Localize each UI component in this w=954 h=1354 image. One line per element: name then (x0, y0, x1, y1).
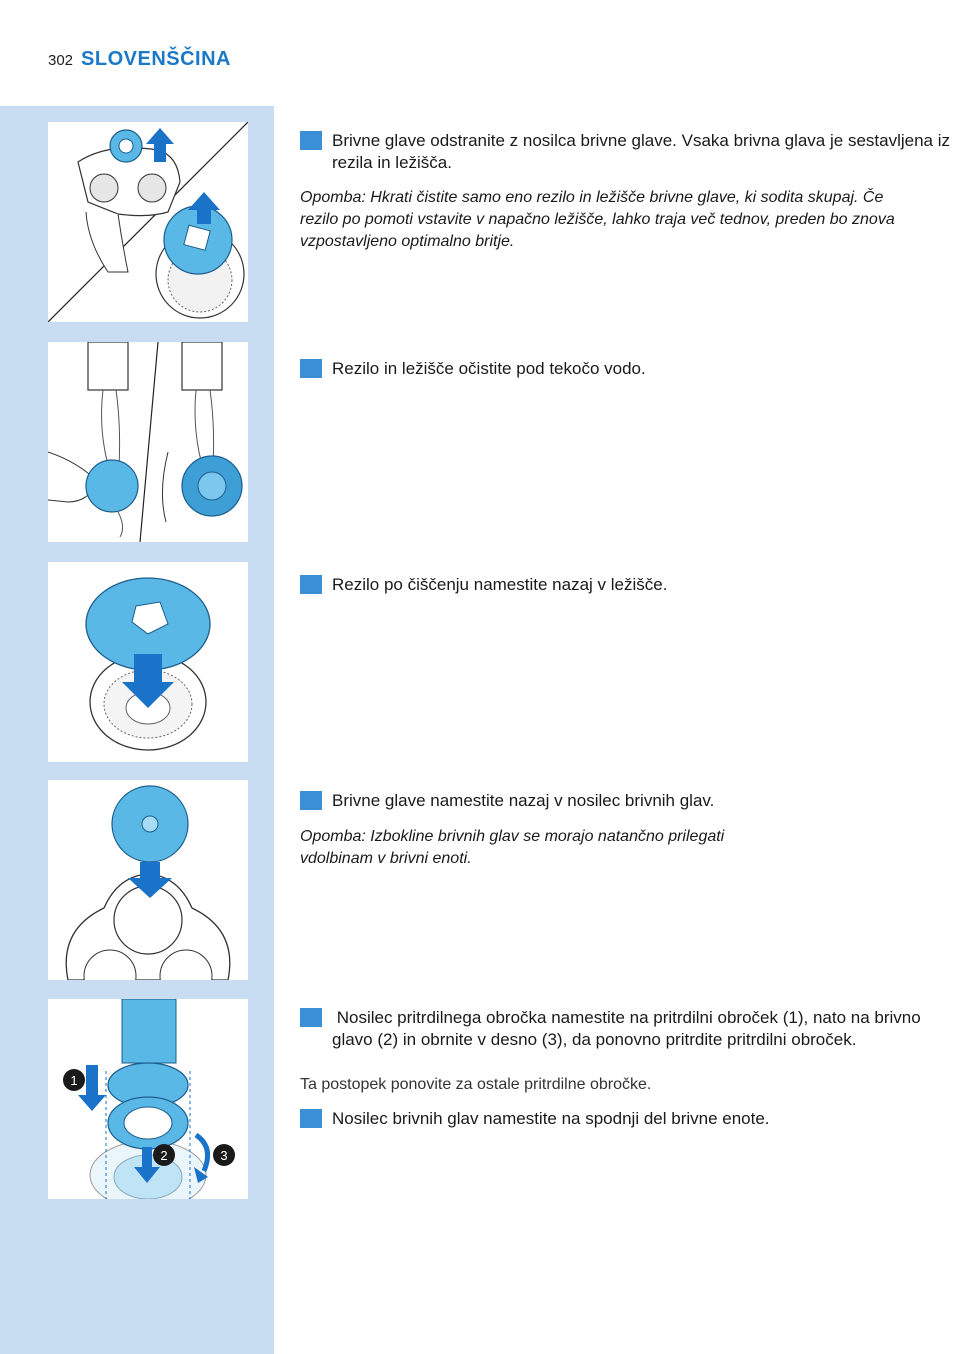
figure-label-3: 3 (220, 1148, 228, 1163)
figure-insert-cutter (48, 562, 248, 762)
note-step-6-line-2: vdolbinam v brivni enoti. (300, 850, 472, 867)
figure-pointer-notch (248, 1010, 274, 1030)
figure-pointer-notch (248, 794, 274, 814)
step-number-badge: 3 (300, 131, 322, 150)
page-number: 302 (48, 52, 74, 69)
instruction-step-8 (290, 1108, 952, 1130)
note-step-3: Opomba: Hkrati čistite samo eno rezilo in ležišče brivne glave, ki sodita skupaj. Če rezilo po pomoti vstavite v napačno ležišče, lahko traja več tednov, preden bo znova vzpostavljeno optimalno britje. (300, 189, 895, 250)
section-language-title: SLOVENŠČINA (81, 48, 231, 70)
figure-remove-heads (48, 122, 248, 322)
instruction-step-4 (290, 358, 952, 380)
step-text: Nosilec pritrdilnega obročka namestite na pritrdilni obroček (1), nato na brivno glavo (2) in obrnite v desno (3), da ponovno pritrdite pritrdilni obroček. (332, 1008, 921, 1049)
note-step-6-line-1: Opomba: Izboklinе brivnih glav se morajo natančno prilegati (300, 828, 725, 845)
instruction-step-6 (290, 790, 952, 812)
figure-label-1: 1 (70, 1073, 78, 1088)
step-text: Rezilo po čiščenju namestite nazaj v ležišče. (332, 575, 668, 594)
step-number-badge: 7 (300, 1008, 322, 1027)
figure-rinse-water (48, 342, 248, 542)
step-text: Brivne glave namestite nazaj v nosilec brivnih glav. (332, 791, 715, 810)
step-number-badge: 8 (300, 1109, 322, 1128)
figure-retaining-ring (48, 999, 248, 1199)
step-text: Nosilec brivnih glav namestite na spodnji del brivne enote. (332, 1109, 770, 1128)
figure-pointer-notch (248, 578, 274, 598)
step-text: Brivne glave odstranite z nosilca brivne glave. Vsaka brivna glava je sestavljena iz rezila in ležišča. (332, 131, 950, 172)
instruction-step-5 (290, 574, 952, 596)
step-text: Rezilo in ležišče očistite pod tekočo vodo. (332, 359, 646, 378)
figure-label-2: 2 (160, 1148, 168, 1163)
step-number-badge: 4 (300, 359, 322, 378)
page-header (48, 48, 231, 74)
instruction-step-7 (290, 1007, 932, 1051)
figure-pointer-notch (248, 358, 274, 378)
instruction-step-3 (290, 130, 952, 174)
note-step-7: Ta postopek ponovite za ostale pritrdilne obročke. (300, 1076, 652, 1093)
figure-heads-into-holder (48, 780, 248, 980)
figure-pointer-notch (248, 136, 274, 156)
step-number-badge: 6 (300, 791, 322, 810)
step-number-badge: 5 (300, 575, 322, 594)
